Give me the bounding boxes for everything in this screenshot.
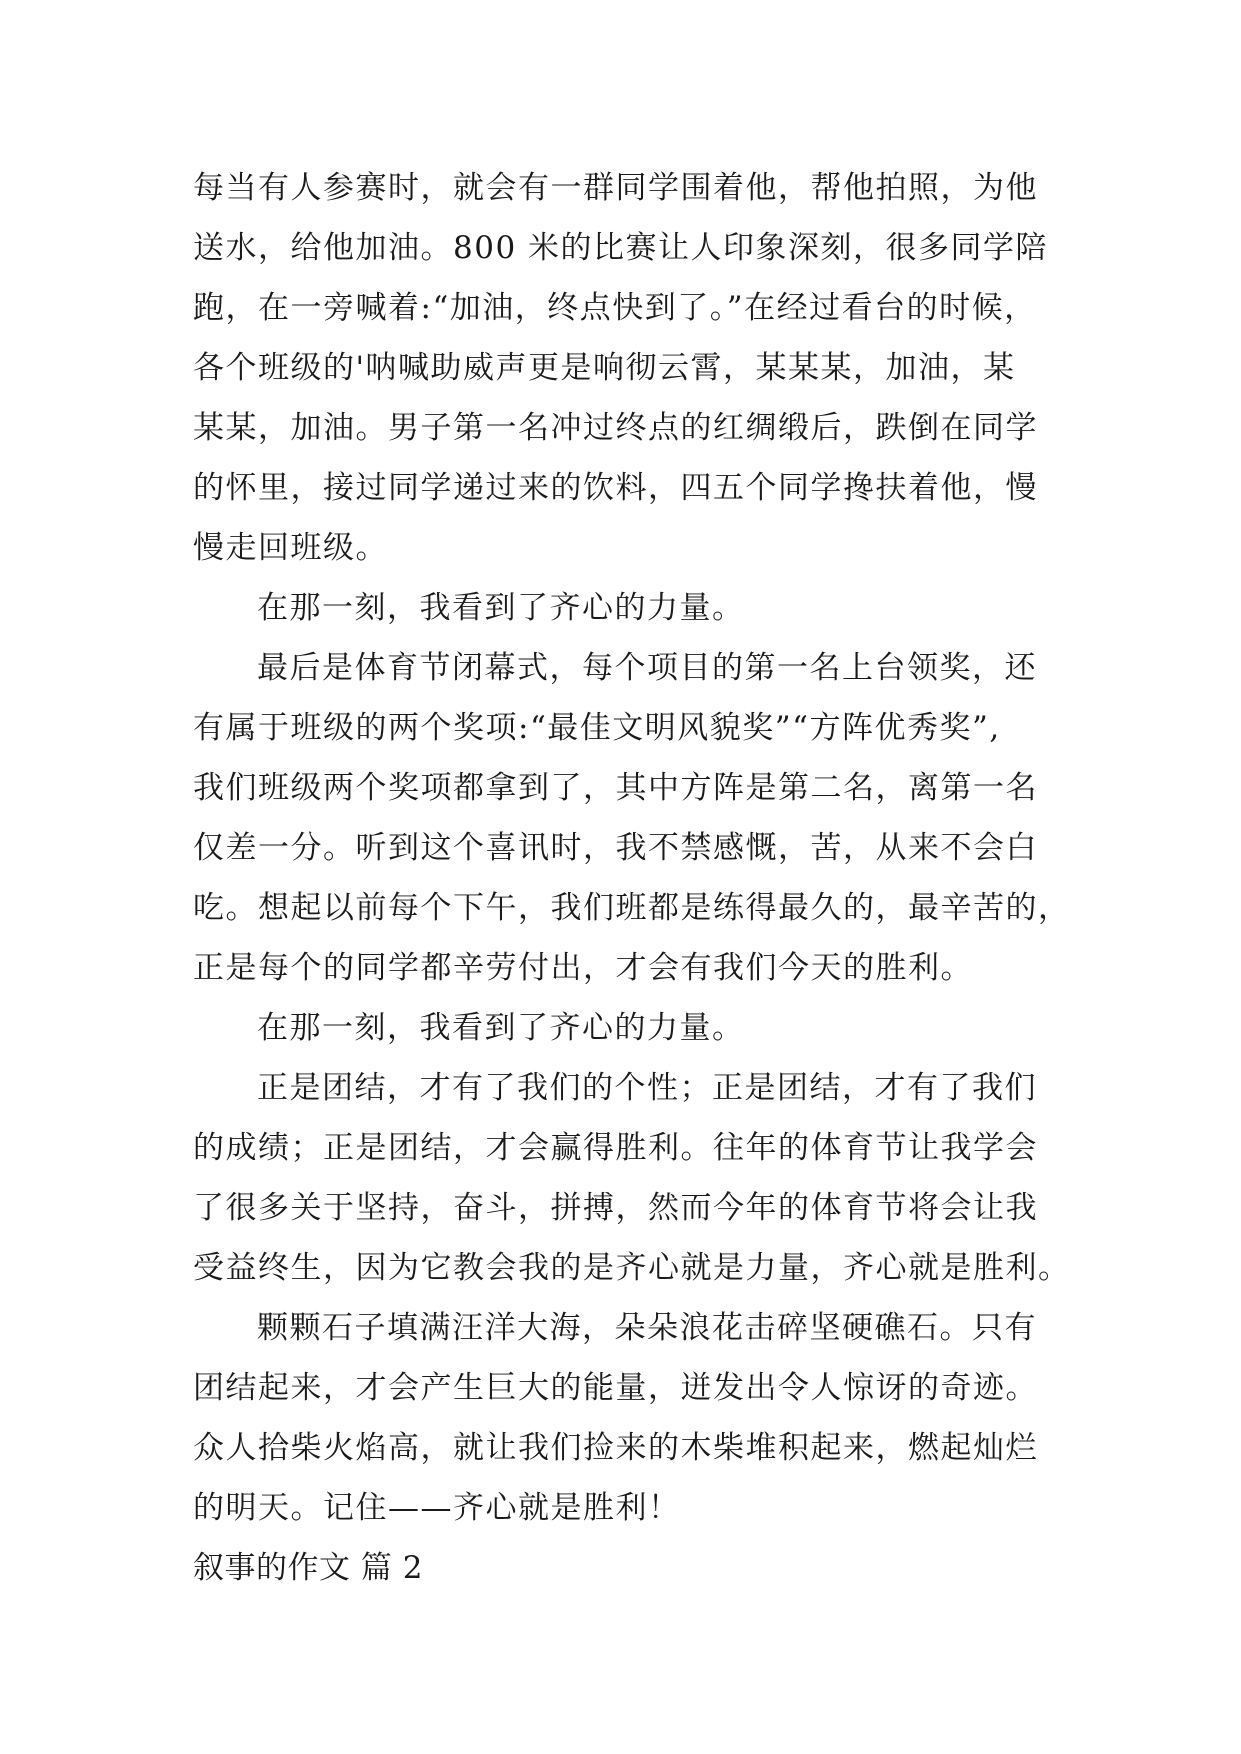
- paragraph-line: 各个班级的'呐喊助威声更是响彻云霄，某某某，加油，某: [193, 350, 1016, 386]
- paragraph-line: 颗颗石子填满汪洋大海，朵朵浪花击碎坚硬礁石。只有: [257, 1310, 1037, 1346]
- paragraph-line: 了很多关于坚持，奋斗，拼搏，然而今年的体育节将会让我: [193, 1190, 1038, 1226]
- paragraph-line: 在那一刻，我看到了齐心的力量。: [257, 1010, 745, 1046]
- document-page: [193, 158, 1083, 1598]
- paragraph-line: 我们班级两个奖项都拿到了，其中方阵是第二名，离第一名: [193, 770, 1038, 806]
- paragraph-line: 吃。想起以前每个下午，我们班都是练得最久的，最辛苦的，: [193, 890, 1071, 926]
- paragraph-line: 众人拾柴火焰高，就让我们捡来的木柴堆积起来，燃起灿烂: [193, 1430, 1038, 1466]
- paragraph-line: 正是每个的同学都辛劳付出，才会有我们今天的胜利。: [193, 950, 973, 986]
- paragraph-line: 跑，在一旁喊着:“加油，终点快到了。”在经过看台的时候，: [193, 290, 1037, 326]
- paragraph-line: 受益终生，因为它教会我的是齐心就是力量，齐心就是胜利。: [193, 1250, 1071, 1286]
- paragraph-line: 的成绩；正是团结，才会赢得胜利。往年的体育节让我学会: [193, 1130, 1038, 1166]
- paragraph-line: 在那一刻，我看到了齐心的力量。: [257, 590, 745, 626]
- paragraph-line: 慢走回班级。: [193, 530, 388, 566]
- paragraph-line: 某某，加油。男子第一名冲过终点的红绸缎后，跌倒在同学: [193, 410, 1038, 446]
- section-heading: 叙事的作文 篇 2: [193, 1550, 423, 1586]
- paragraph-line: 每当有人参赛时，就会有一群同学围着他，帮他拍照，为他: [193, 170, 1038, 206]
- paragraph-line: 有属于班级的两个奖项:“最佳文明风貌奖”“方阵优秀奖”,: [193, 710, 1001, 746]
- paragraph-line: 团结起来，才会产生巨大的能量，迸发出令人惊讶的奇迹。: [193, 1370, 1038, 1406]
- paragraph-line: 的明天。记住——齐心就是胜利！: [193, 1490, 681, 1526]
- paragraph-line: 仅差一分。听到这个喜讯时，我不禁感慨，苦，从来不会白: [193, 830, 1038, 866]
- paragraph-line: 正是团结，才有了我们的个性；正是团结，才有了我们: [257, 1070, 1037, 1106]
- paragraph-line: 最后是体育节闭幕式，每个项目的第一名上台领奖，还: [257, 650, 1037, 686]
- paragraph-line: 送水，给他加油。800 米的比赛让人印象深刻，很多同学陪: [193, 230, 1049, 266]
- paragraph-line: 的怀里，接过同学递过来的饮料，四五个同学搀扶着他，慢: [193, 470, 1038, 506]
